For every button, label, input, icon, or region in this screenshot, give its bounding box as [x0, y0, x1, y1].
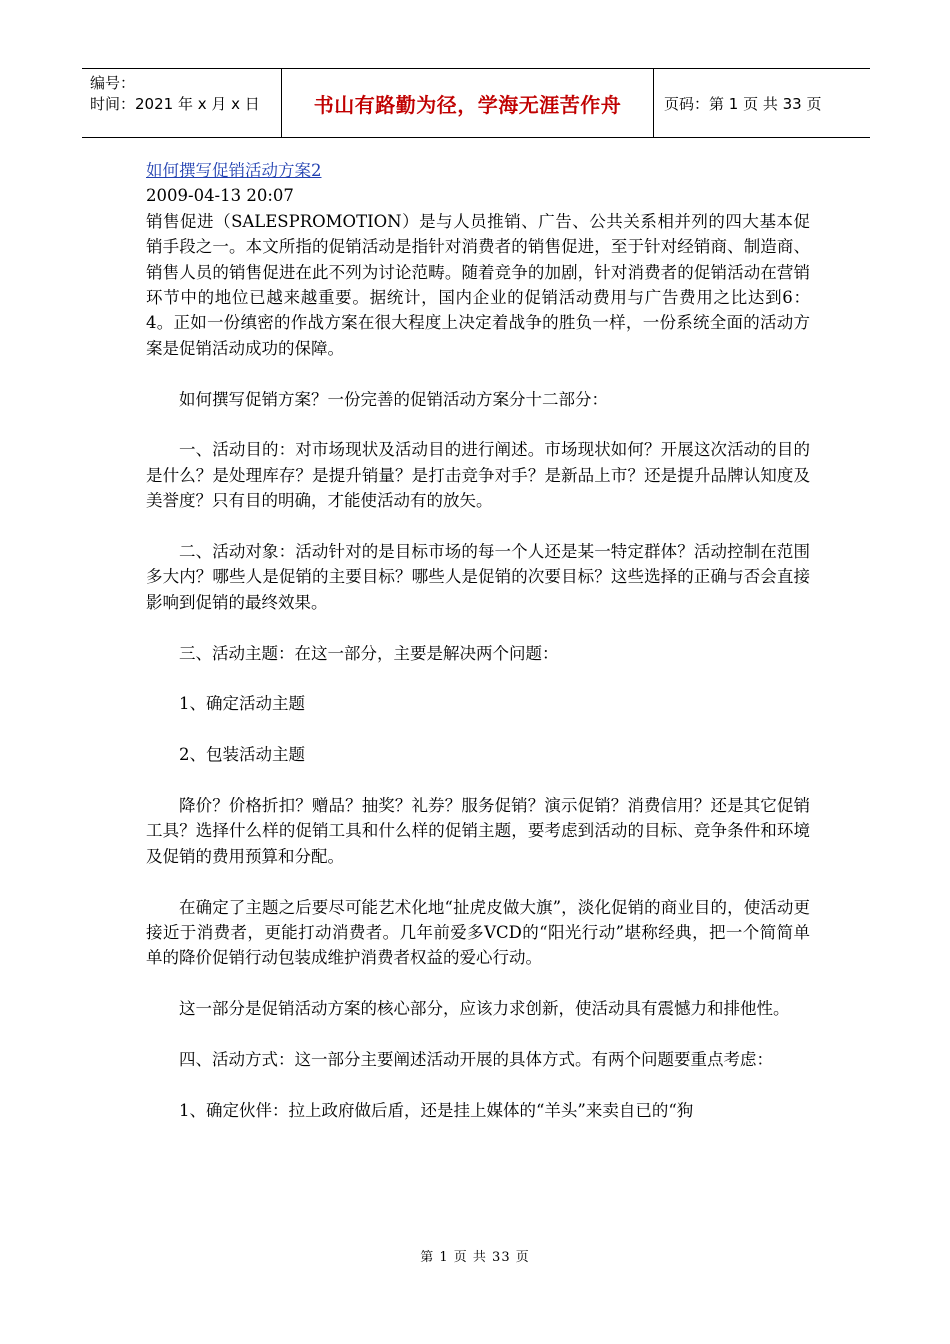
paragraph: 1、确定活动主题 [179, 694, 305, 714]
article-body [146, 158, 810, 1149]
paragraph: 降价？价格折扣？赠品？抽奖？礼券？服务促销？演示促销？消费信用？还是其它促销工具？选择什么样的促销工具和什么样的促销主题，要考虑到活动的目标、竞争条件和环境及促销的费用预算和分配。 [146, 796, 810, 866]
paragraph-intro: 销售促进（SALESPROMOTION）是与人员推销、广告、公共关系相并列的四大基本促销手段之一。本文所指的促销活动是指针对消费者的销售促进，至于针对经销商、制造商、销售人员的销售促进在此不列为讨论范畴。随着竞争的加剧，针对消费者的促销活动在营销环节中的地位已越来越重要。据统计，国内企业的促销活动费用与广告费用之比达到6：4。正如一份缜密的作战方案在很大程度上决定着战争的胜负一样，一份系统全面的活动方案是促销活动成功的保障。 [146, 211, 810, 358]
header-page-info: 页码：第 1 页 共 33 页 [664, 94, 822, 113]
paragraph: 2、包装活动主题 [179, 745, 305, 765]
paragraph: 二、活动对象：活动针对的是目标市场的每一个人还是某一特定群体？活动控制在范围多大内？哪些人是促销的主要目标？哪些人是促销的次要目标？这些选择的正确与否会直接影响到促销的最终效果。 [146, 542, 810, 612]
paragraph: 这一部分是促销活动方案的核心部分，应该力求创新，使活动具有震憾力和排他性。 [179, 999, 790, 1019]
header-meta [82, 69, 282, 137]
page-footer: 第 1 页 共 33 页 [420, 1250, 530, 1265]
page-header [82, 68, 870, 138]
header-motto: 书山有路勤为径，学海无涯苦作舟 [282, 69, 654, 137]
paragraph: 三、活动主题：在这一部分，主要是解决两个问题： [179, 643, 559, 663]
paragraph: 如何撰写促销方案？一份完善的促销活动方案分十二部分： [179, 389, 608, 409]
time-label: 时间：2021 年 x 月 x 日 [90, 95, 260, 113]
paragraph: 一、活动目的：对市场现状及活动目的进行阐述。市场现状如何？开展这次活动的目的是什么？是处理库存？是提升销量？是打击竞争对手？是新品上市？还是提升品牌认知度及美誉度？只有目的明确，才能使活动有的放矢。 [146, 440, 810, 511]
paragraph: 在确定了主题之后要尽可能艺术化地“扯虎皮做大旗”，淡化促销的商业目的，使活动更接近于消费者，更能打动消费者。几年前爱多VCD的“阳光行动”堪称经典，把一个简简单单的降价促销行动包装成维护消费者权益的爱心行动。 [146, 897, 810, 968]
article-title-link[interactable]: 如何撰写促销活动方案2 [146, 161, 322, 180]
article-date: 2009-04-13 20:07 [146, 186, 294, 206]
number-label: 编号： [90, 74, 136, 92]
paragraph: 1、确定伙伴：拉上政府做后盾，还是挂上媒体的“羊头”来卖自已的“狗 [179, 1100, 694, 1120]
paragraph: 四、活动方式：这一部分主要阐述活动开展的具体方式。有两个问题要重点考虑： [179, 1050, 773, 1070]
